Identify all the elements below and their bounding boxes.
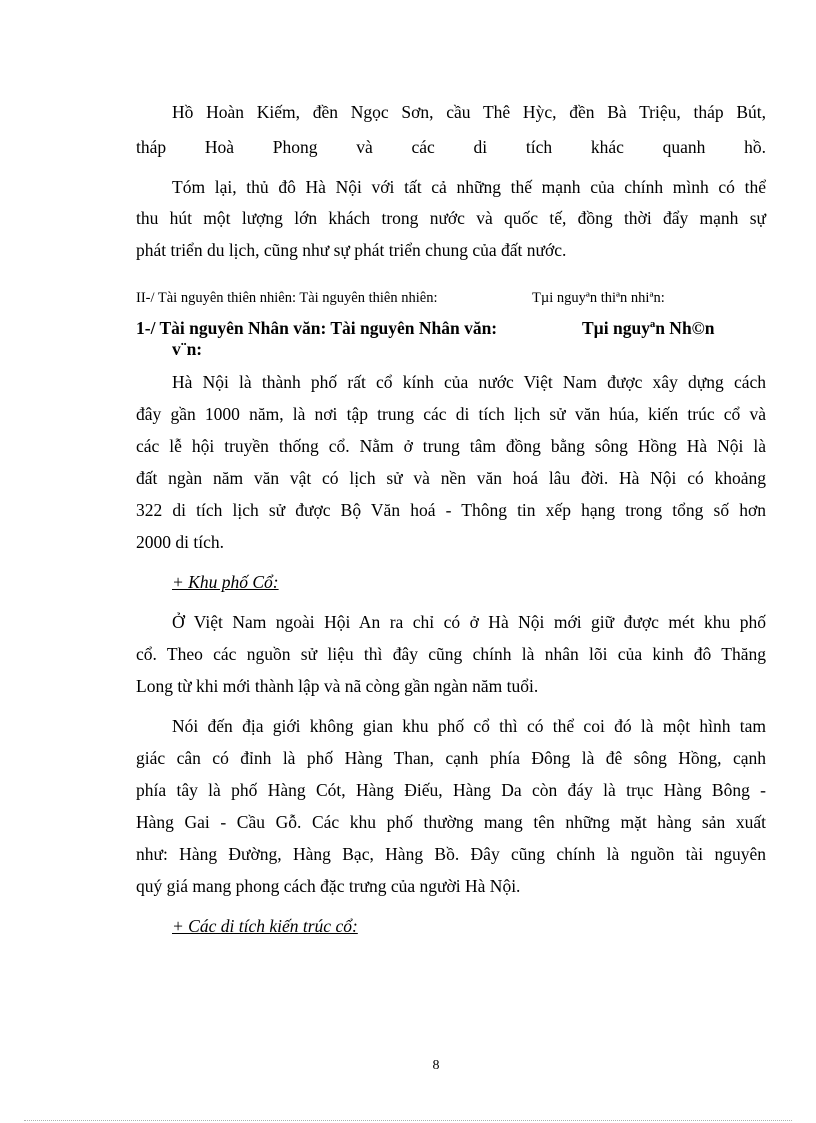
paragraph-4-line-3: Long từ khi mới thành lập và nã còng gần ngàn năm tuổi.: [136, 676, 539, 696]
subsection-heading-part-2: Tµi nguyªn Nh©n: [582, 318, 715, 338]
khu-pho-co-heading: + Khu phố Cổ:: [172, 572, 279, 592]
paragraph-4-line-2: cổ. Theo các nguồn sử liệu thì đây cũng chính là nhân lõi của kinh đô Thăng: [136, 644, 766, 664]
page-number: 8: [432, 1058, 440, 1073]
page-bottom-dotted-rule: [24, 1120, 792, 1121]
di-tich-kien-truc-heading: + Các di tích kiến trúc cổ:: [172, 916, 358, 936]
paragraph-5-line-5: như: Hàng Đường, Hàng Bạc, Hàng Bồ. Đây cũng chính là nguồn tài nguyên: [136, 844, 766, 864]
subsection-heading-part-1: 1-/ Tài nguyên Nhân văn: Tài nguyên Nhân văn:: [136, 318, 498, 338]
paragraph-5-line-3: phía tây là phố Hàng Cót, Hàng Điếu, Hàng Da còn đáy là trục Hàng Bông -: [136, 780, 766, 800]
paragraph-3-line-1: Hà Nội là thành phố rất cổ kính của nước Việt Nam được xây dựng cách: [172, 372, 766, 392]
paragraph-2-line-2: thu hút một lượng lớn khách trong nước và quốc tế, đồng thời đẩy mạnh sự: [136, 208, 766, 228]
section-heading-part-1: II-/ Tài nguyên thiên nhiên: Tài nguyên thiên nhiên:: [136, 290, 438, 306]
section-heading-part-2: Tµi nguyªn thiªn nhiªn:: [532, 290, 665, 306]
paragraph-2-line-1: Tóm lại, thủ đô Hà Nội với tất cả những thế mạnh của chính mình có thể: [172, 177, 766, 197]
paragraph-3-line-6: 2000 di tích.: [136, 532, 224, 552]
paragraph-3-line-4: đất ngàn năm văn vật có lịch sử và nền văn hoá lâu đời. Hà Nội có khoảng: [136, 468, 766, 488]
paragraph-3-line-3: các lễ hội truyền thống cổ. Nằm ở trung tâm đồng bằng sông Hồng Hà Nội là: [136, 436, 766, 456]
paragraph-3-line-2: đây gần 1000 năm, là nơi tập trung các di tích lịch sử văn húa, kiến trúc cổ và: [136, 404, 766, 424]
paragraph-3-line-5: 322 di tích lịch sử được Bộ Văn hoá - Thông tin xếp hạng trong tổng số hơn: [136, 500, 766, 520]
paragraph-5-line-4: Hàng Gai - Cầu Gỗ. Các khu phố thường mang tên những mặt hàng sản xuất: [136, 812, 766, 832]
section-heading: [136, 288, 766, 308]
paragraph-5-line-6: quý giá mang phong cách đặc trưng của người Hà Nội.: [136, 876, 521, 896]
paragraph-5-line-1: Nói đến địa giới không gian khu phố cổ thì có thể coi đó là một hình tam: [172, 716, 766, 736]
paragraph-2-line-3: phát triển du lịch, cũng như sự phát triển chung của đất nước.: [136, 240, 567, 260]
paragraph-1-line-2: tháp Hoà Phong và các di tích khác quanh hồ.: [136, 137, 766, 157]
subsection-heading-part-3: v¨n:: [172, 339, 203, 359]
paragraph-1-line-1: Hồ Hoàn Kiếm, đền Ngọc Sơn, cầu Thê Hỳc, đền Bà Triệu, tháp Bút,: [172, 102, 766, 122]
paragraph-5-line-2: giác cân có đỉnh là phố Hàng Than, cạnh phía Đông là đê sông Hồng, cạnh: [136, 748, 766, 768]
paragraph-4-line-1: Ở Việt Nam ngoài Hội An ra chỉ có ở Hà Nội mới giữ được mét khu phố: [172, 612, 766, 632]
